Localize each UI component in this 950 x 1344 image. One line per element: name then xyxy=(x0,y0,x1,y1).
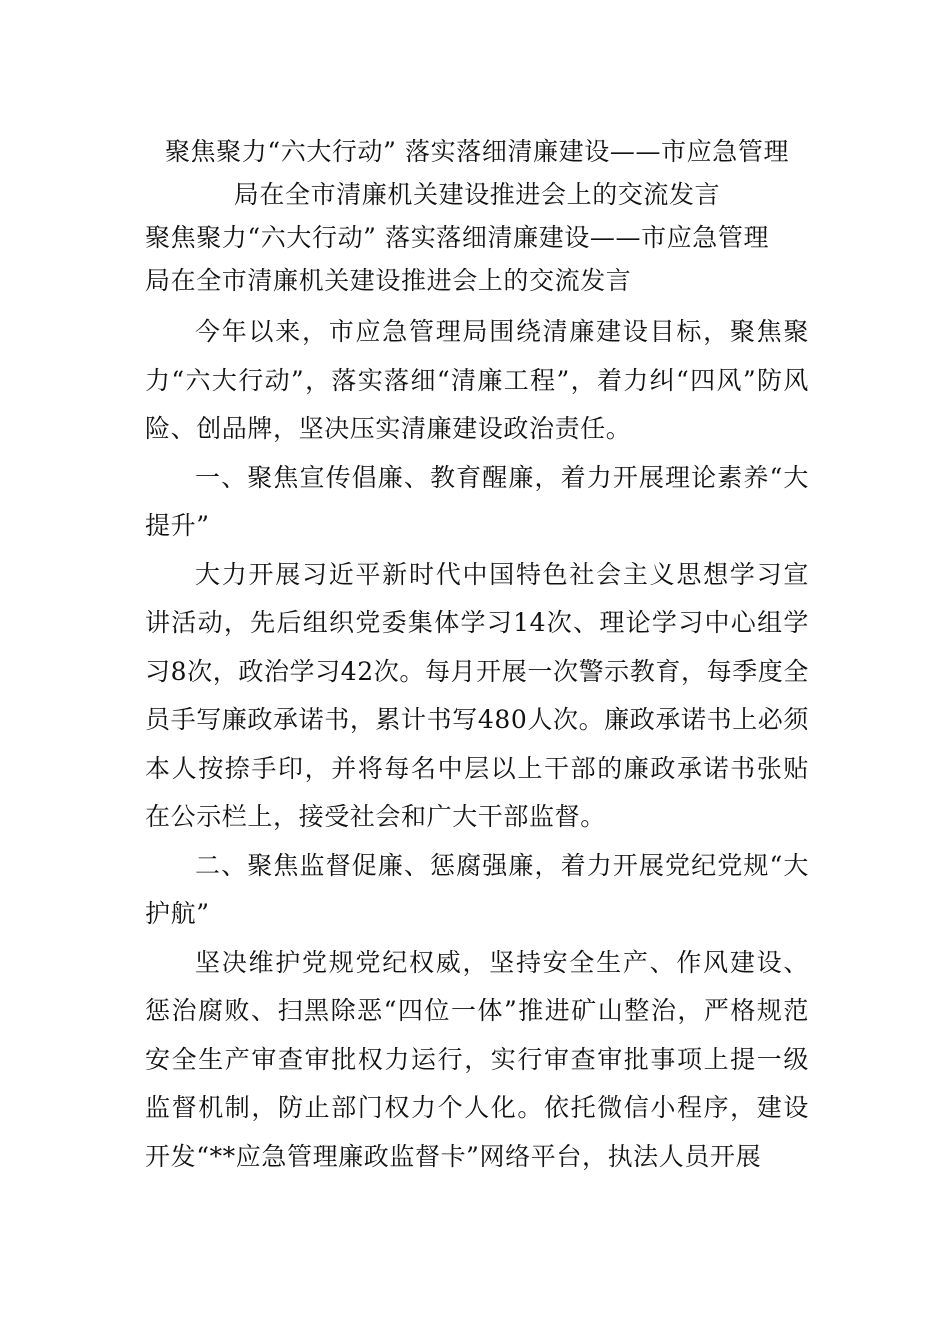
document-subtitle xyxy=(145,216,809,302)
intro-paragraph: 今年以来，市应急管理局围绕清廉建设目标，聚焦聚力“六大行动”，落实落细“清廉工程”，着力纠“四风”防风险、创品牌，坚决压实清廉建设政治责任。 xyxy=(145,317,809,443)
subtitle-line-1: 聚焦聚力“六大行动” 落实落细清廉建设——市应急管理 xyxy=(145,223,770,252)
title-line-1: 聚焦聚力“六大行动” 落实落细清廉建设——市应急管理 xyxy=(164,137,790,166)
section-1-paragraph: 大力开展习近平新时代中国特色社会主义思想学习宣讲活动，先后组织党委集体学习14次、理论学习中心组学习8次，政治学习42次。每月开展一次警示教育，每季度全员手写廉政承诺书，累计书写480人次。廉政承诺书上必须本人按捺手印，并将每名中层以上干部的廉政承诺书张贴在公示栏上，接受社会和广大干部监督。 xyxy=(145,559,809,831)
section-heading-2: 二、聚焦监督促廉、惩腐强廉，着力开展党纪党规“大护航” xyxy=(145,850,809,928)
section-2-paragraph: 坚决维护党规党纪权威，坚持安全生产、作风建设、惩治腐败、扫黑除恶“四位一体”推进矿山整治，严格规范安全生产审查审批权力运行，实行审查审批事项上提一级监督机制，防止部门权力个人化。依托微信小程序，建设开发“**应急管理廉政监督卡”网络平台，执法人员开展 xyxy=(145,947,809,1171)
subtitle-line-2: 局在全市清廉机关建设推进会上的交流发言 xyxy=(145,266,632,295)
document-title xyxy=(145,130,809,216)
section-heading-1: 一、聚焦宣传倡廉、教育醒廉，着力开展理论素养“大提升” xyxy=(145,462,809,540)
document-body xyxy=(145,130,809,1181)
title-line-2: 局在全市清廉机关建设推进会上的交流发言 xyxy=(233,180,721,209)
